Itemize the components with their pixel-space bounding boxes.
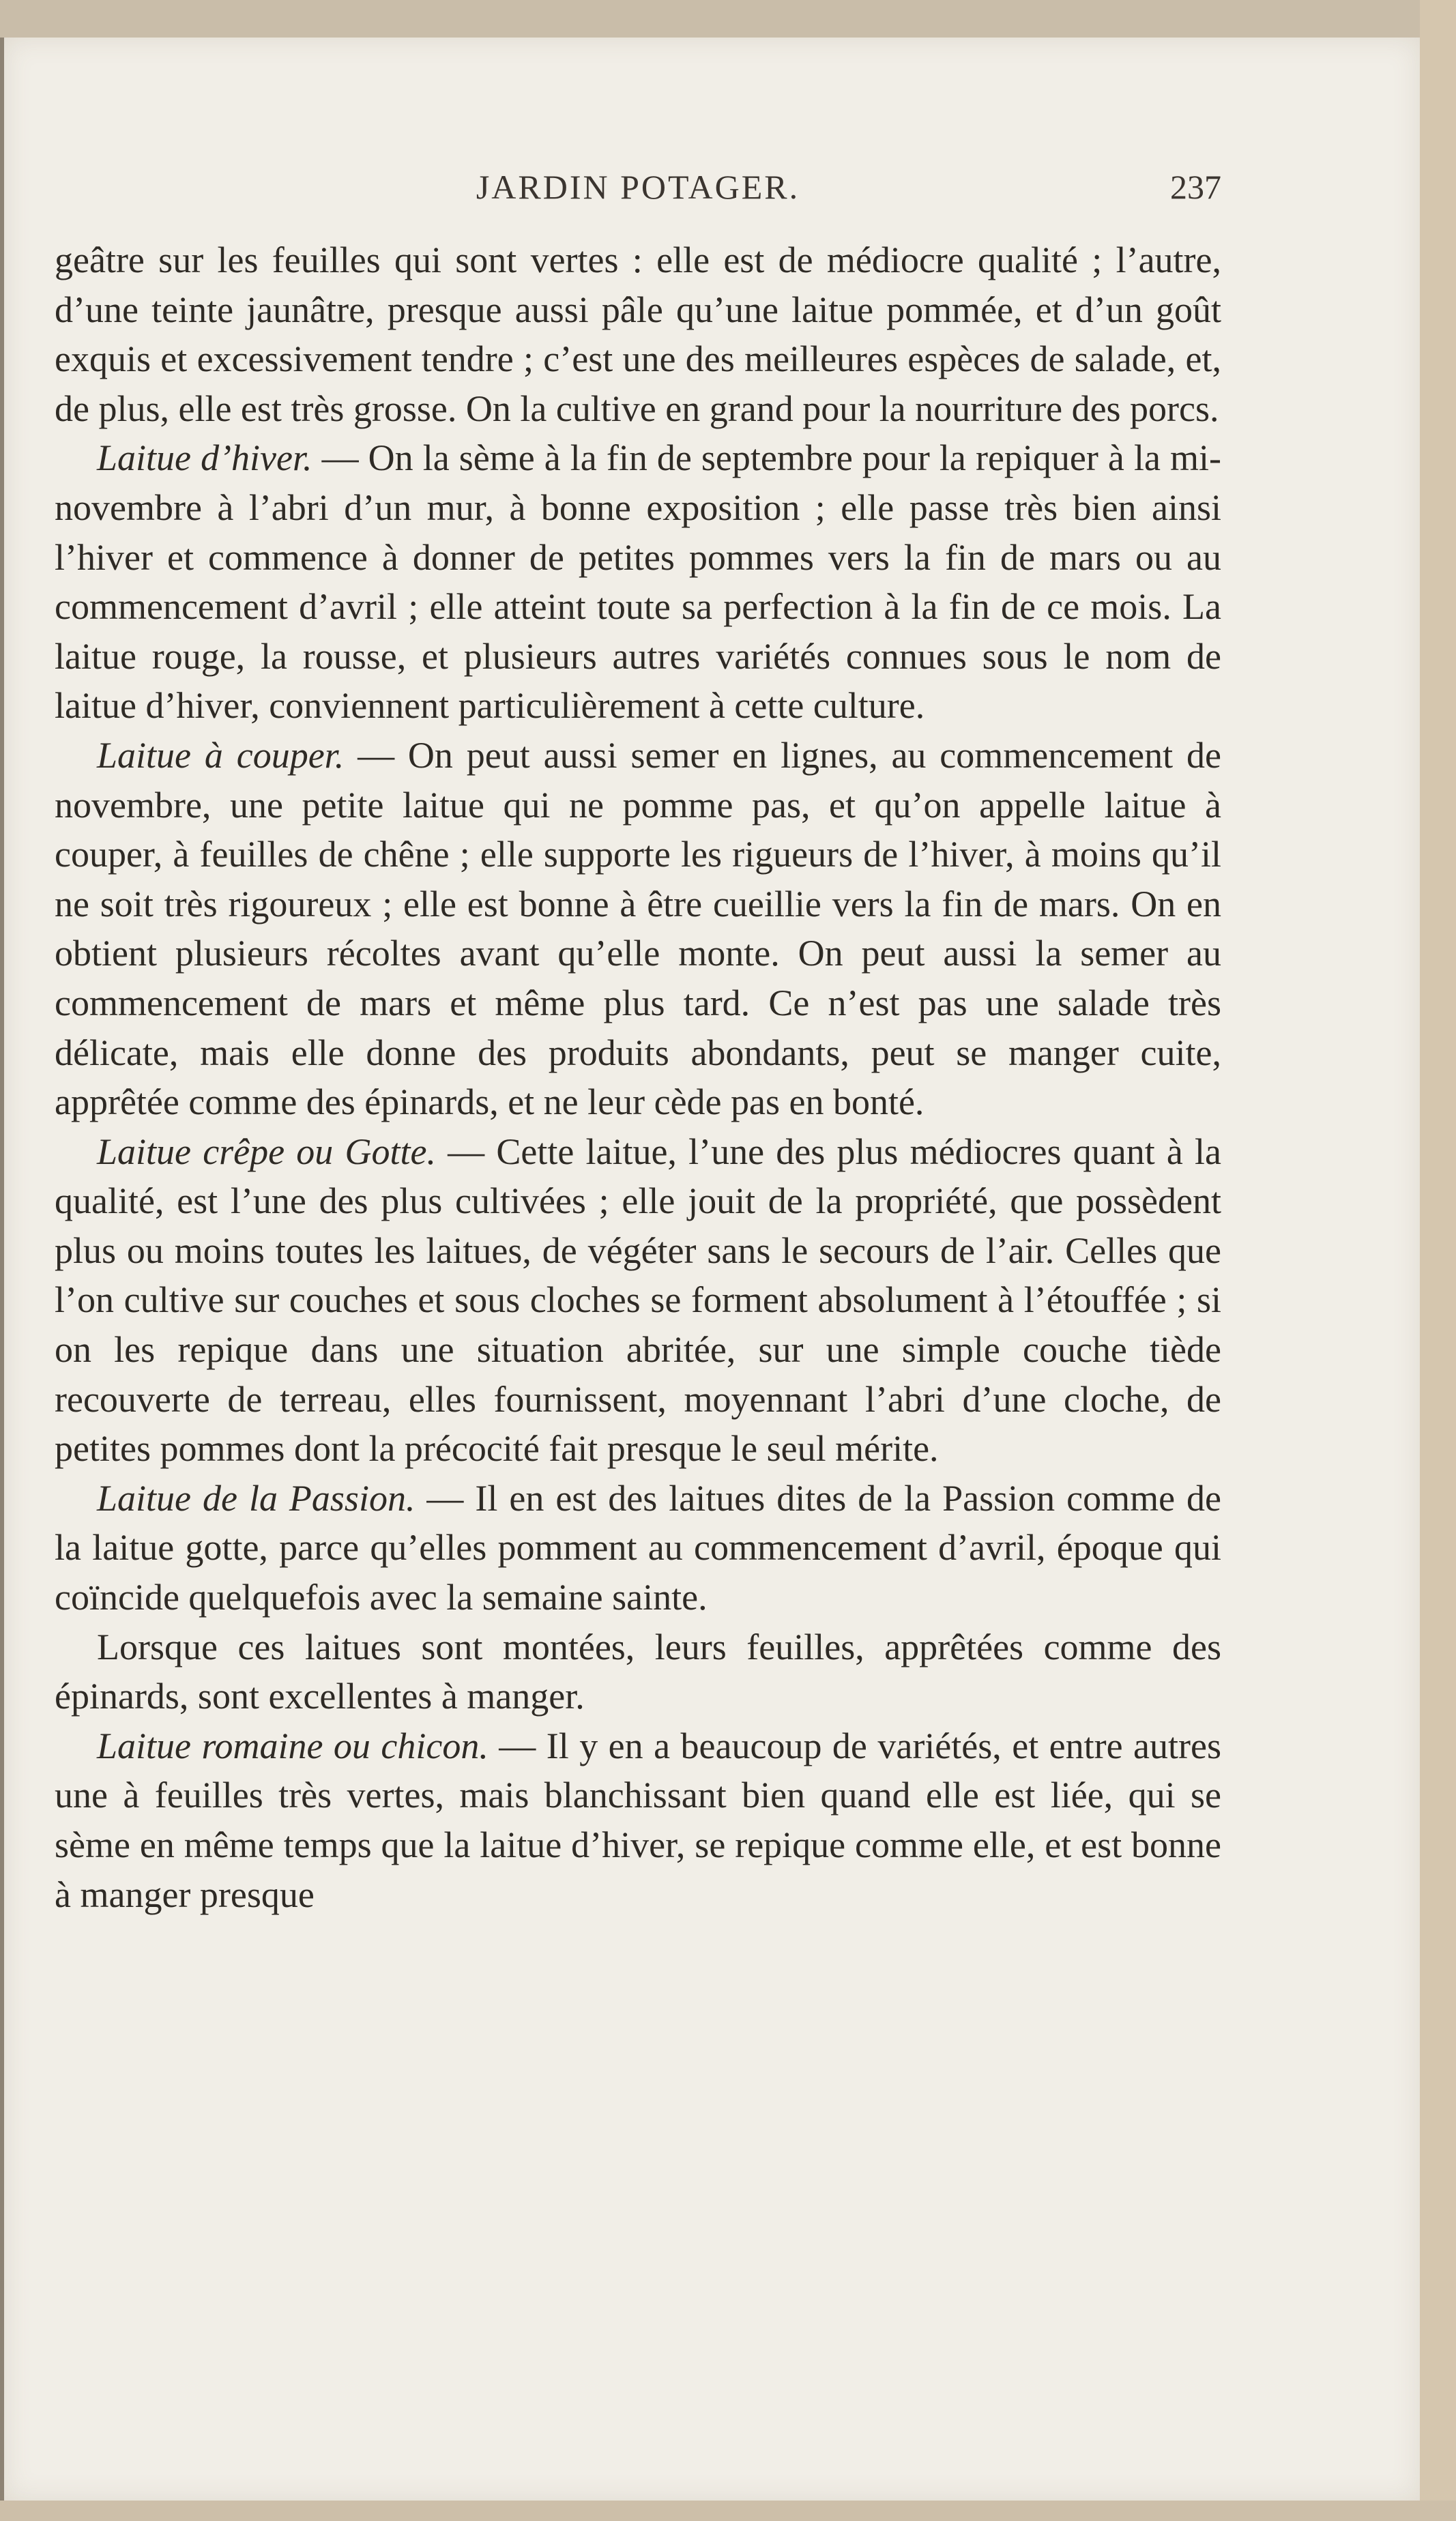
paragraph	[55, 1622, 1221, 1721]
paragraph	[55, 1127, 1221, 1474]
paragraph	[55, 1721, 1221, 1919]
body-text	[55, 235, 1221, 1919]
paragraph-lead: Laitue crêpe ou Gotte.	[97, 1131, 436, 1172]
paragraph-text: — On peut aussi semer en lignes, au commencement de novembre, une petite laitue qui ne pomme pas, et qu’on appelle laitue à couper, à feuilles de chêne ; elle supporte les rigueurs de l’hiver, à moins qu’il ne soit très rigoureux ; elle est bonne à être cueillie vers la fin de mars. On en obtient plusieurs récoltes avant qu’elle monte. On peut aussi la semer au commencement de mars et même plus tard. Ce n’est pas une salade très délicate, mais elle donne des produits abondants, peut se manger cuite, apprêtée comme des épinards, et ne leur cède pas en bonté.	[55, 734, 1221, 1123]
paragraph	[55, 433, 1221, 731]
right-margin-strip	[1420, 0, 1456, 2521]
bottom-margin-strip	[0, 2501, 1456, 2521]
paragraph-text: — Cette laitue, l’une des plus médiocres quant à la qualité, est l’une des plus cultivées ; elle jouit de la propriété, que possèdent plus ou moins toutes les laitues, de végéter sans le secours de l’air. Celles que l’on cultive sur couches et sous cloches se forment absolument à l’étouffée ; si on les repique dans une situation abritée, sur une simple couche tiède recouverte de terreau, elles fournissent, moyennant l’abri d’une cloche, de petites pommes dont la précocité fait presque le seul mérite.	[55, 1131, 1222, 1470]
page-number: 237	[1170, 168, 1221, 206]
paragraph-lead: Laitue à couper.	[97, 734, 345, 776]
paragraph	[55, 1474, 1221, 1622]
paragraph-lead: Laitue de la Passion.	[97, 1477, 416, 1519]
paragraph-text: — Il y en a beaucoup de variétés, et entre autres une à feuilles très vertes, mais blanchissant bien quand elle est liée, qui se sème en même temps que la laitue d’hiver, se repique comme elle, et est bonne à manger presque	[55, 1725, 1221, 1915]
paragraph-lead: Laitue romaine ou chicon.	[97, 1725, 489, 1766]
running-title: JARDIN POTAGER.	[476, 168, 800, 206]
paragraph-text: Lorsque ces laitues sont montées, leurs feuilles, apprêtées comme des épinards, sont excellentes à manger.	[55, 1626, 1221, 1717]
paragraph-text: — Il en est des laitues dites de la Passion comme de la laitue gotte, parce qu’elles pomment au commencement d’avril, époque qui coïncide quelquefois avec la semaine sainte.	[55, 1477, 1222, 1618]
top-margin-strip	[0, 0, 1456, 38]
page-header	[55, 160, 1221, 215]
paragraph	[55, 235, 1221, 433]
paragraph-text: geâtre sur les feuilles qui sont vertes : elle est de médiocre qualité ; l’autre, d’une teinte jaunâtre, presque aussi pâle qu’une laitue pommée, et d’un goût exquis et excessivement tendre ; c’est une des meilleures espèces de salade, et, de plus, elle est très grosse. On la cultive en grand pour la nourriture des porcs.	[55, 239, 1221, 429]
paragraph-text: — On la sème à la fin de septembre pour la repiquer à la mi-novembre à l’abri d’un mur, à bonne exposition ; elle passe très bien ainsi l’hiver et commence à donner de petites pommes vers la fin de mars ou au commencement d’avril ; elle atteint toute sa perfection à la fin de ce mois. La laitue rouge, la rousse, et plusieurs autres variétés connues sous le nom de laitue d’hiver, conviennent particulièrement à cette culture.	[55, 437, 1221, 727]
paragraph-lead: Laitue d’hiver.	[97, 437, 312, 479]
paragraph	[55, 731, 1221, 1127]
